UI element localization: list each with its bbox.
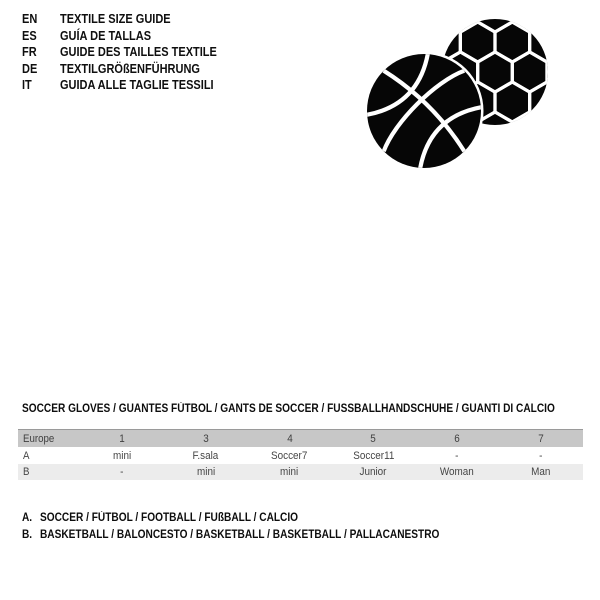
row-label-b: B xyxy=(23,465,30,478)
legend-label-b: BASKETBALL / BALONCESTO / BASKETBALL / BASKETBALL / PALLACANESTRO xyxy=(40,528,440,541)
cell-b-4: mini xyxy=(280,465,299,478)
lang-code-de: DE xyxy=(22,61,38,76)
basketball-soccer-icon xyxy=(352,10,564,188)
lang-label-es: GUÍA DE TALLAS xyxy=(60,28,152,43)
header-cell-size-6: 6 xyxy=(454,432,460,445)
lang-label-en: TEXTILE SIZE GUIDE xyxy=(60,12,171,26)
cell-b-5: Junior xyxy=(359,465,387,478)
cell-b-1: - xyxy=(120,465,124,478)
table-header-row xyxy=(18,430,583,448)
table-title: SOCCER GLOVES / GUANTES FÚTBOL / GANTS DE SOCCER / FUSSBALLHANDSCHUHE / GUANTI DI CALCIO xyxy=(22,403,555,415)
lang-label-fr: GUIDE DES TAILLES TEXTILE xyxy=(60,45,217,60)
cell-a-5: Soccer11 xyxy=(352,449,394,462)
cell-a-4: Soccer7 xyxy=(271,449,308,462)
lang-row-en xyxy=(22,11,238,28)
legend-label-a: SOCCER / FÚTBOL / FOOTBALL / FUßBALL / CALCIO xyxy=(40,512,299,524)
header-cell-europe: Europe xyxy=(23,432,55,445)
legend-key-a: A. xyxy=(22,512,33,524)
legend-row-a xyxy=(22,510,494,527)
lang-code-fr: FR xyxy=(22,45,37,60)
header-cell-size-4: 4 xyxy=(286,432,293,445)
header-cell-size-5: 5 xyxy=(370,432,377,445)
legend-row-b xyxy=(22,527,494,544)
lang-row-es xyxy=(22,28,238,45)
lang-row-de xyxy=(22,61,238,78)
table-legend xyxy=(22,510,494,543)
legend-key-b: B. xyxy=(22,528,33,541)
cell-b-7: Man xyxy=(531,465,551,478)
cell-b-3: mini xyxy=(196,465,215,478)
lang-row-it xyxy=(22,77,238,94)
table-row-a xyxy=(18,448,583,464)
size-table xyxy=(18,429,583,480)
cell-a-3: F.sala xyxy=(192,449,219,462)
cell-a-7: - xyxy=(539,449,543,462)
lang-code-es: ES xyxy=(22,28,37,43)
cell-b-6: Woman xyxy=(440,465,475,478)
lang-row-fr xyxy=(22,44,238,61)
cell-a-1: mini xyxy=(112,449,131,462)
header-cell-size-7: 7 xyxy=(538,432,544,445)
table-row-b xyxy=(18,464,583,480)
lang-code-it: IT xyxy=(22,78,32,93)
lang-label-it: GUIDA ALLE TAGLIE TESSILI xyxy=(60,78,214,93)
lang-code-en: EN xyxy=(22,12,38,26)
lang-label-de: TEXTILGRÖßENFÜHRUNG xyxy=(60,61,200,76)
header-cell-size-3: 3 xyxy=(202,432,209,445)
cell-a-6: - xyxy=(455,449,459,462)
header-cell-size-1: 1 xyxy=(119,432,125,445)
row-label-a: A xyxy=(23,449,30,462)
language-title-list xyxy=(22,11,238,94)
